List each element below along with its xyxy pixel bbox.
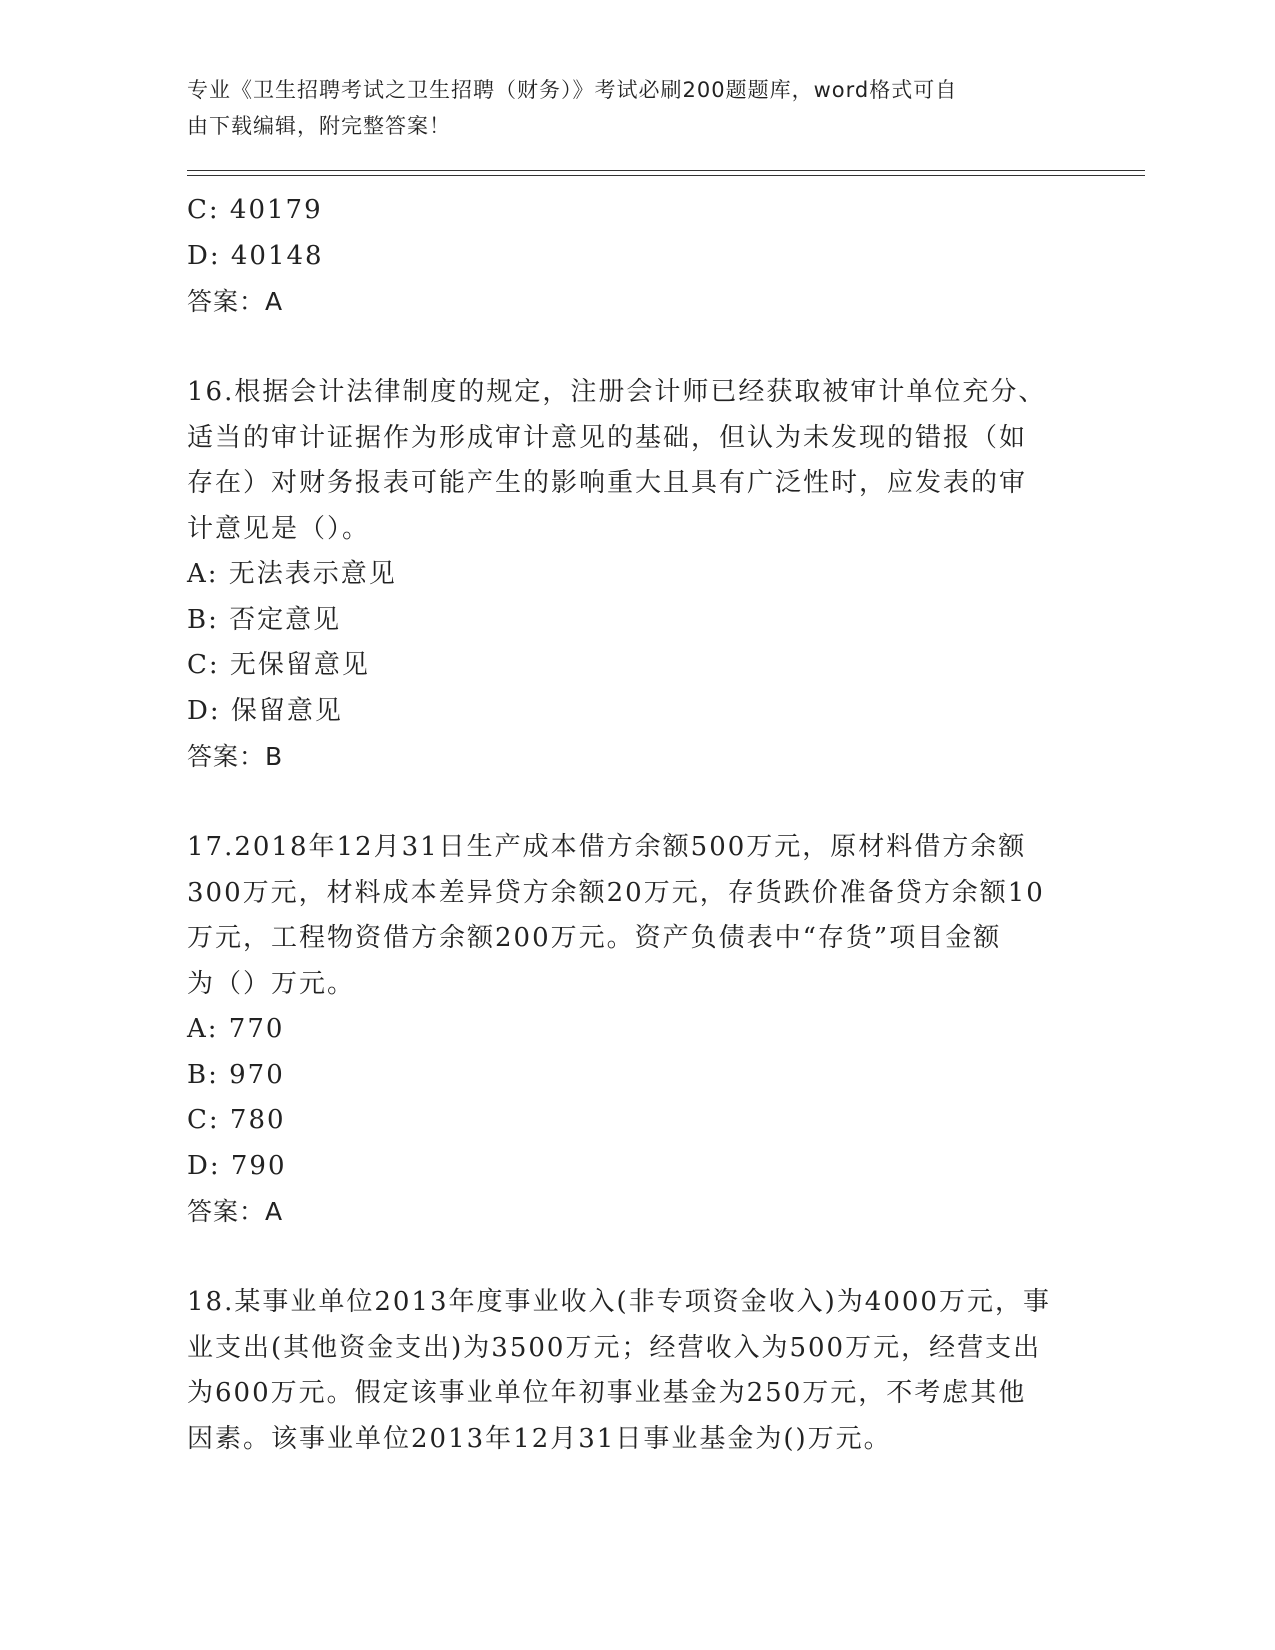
question-text-line: 适当的审计证据作为形成审计意见的基础，但认为未发现的错报（如	[187, 422, 1028, 453]
answer-line: 答案：A	[187, 1197, 284, 1226]
question-16	[187, 370, 1067, 780]
question-text-line: 16.根据会计法律制度的规定，注册会计师已经获取被审计单位充分、	[187, 377, 1047, 407]
question-text-line: 计意见是（）。	[187, 513, 371, 544]
answer-line: 答案：B	[187, 742, 284, 771]
question-text-line: 因素。该事业单位2013年12月31日事业基金为()万元。	[187, 1423, 892, 1454]
previous-question-tail	[187, 188, 1067, 325]
option-a: A: 770	[187, 1014, 285, 1044]
document-body	[187, 188, 1067, 1462]
header-rule-bottom	[187, 175, 1145, 176]
question-text-line: 业支出(其他资金支出)为3500万元；经营收入为500万元，经营支出	[187, 1332, 1042, 1363]
header-line-2: 由下载编辑，附完整答案！	[187, 114, 451, 138]
option-a: A: 无法表示意见	[187, 559, 397, 589]
question-text-line: 为600万元。假定该事业单位年初事业基金为250万元，不考虑其他	[187, 1378, 1027, 1408]
header-rule-top	[187, 170, 1145, 171]
question-17	[187, 825, 1067, 1235]
option-b: B: 970	[187, 1059, 285, 1090]
question-text-line: 17.2018年12月31日生产成本借方余额500万元，原材料借方余额	[187, 832, 1027, 862]
option-c: C: 780	[187, 1105, 286, 1135]
answer-line: 答案：A	[187, 287, 284, 316]
option-b: B: 否定意见	[187, 604, 342, 635]
header-line-1: 专业《卫生招聘考试之卫生招聘（财务）》考试必刷200题题库，word格式可自	[187, 78, 958, 102]
question-text-line: 存在）对财务报表可能产生的影响重大且具有广泛性时，应发表的审	[187, 468, 1028, 498]
option-c: C: 无保留意见	[187, 650, 370, 680]
question-text-line: 万元，工程物资借方余额200万元。资产负债表中“存货”项目金额	[187, 923, 1002, 953]
option-d: D: 保留意见	[187, 695, 343, 726]
question-text-line: 300万元，材料成本差异贷方余额20万元，存货跌价准备贷方余额10	[187, 877, 1045, 908]
option-d: D: 790	[187, 1150, 287, 1181]
option-d: D: 40148	[187, 240, 324, 271]
question-text-line: 为（）万元。	[187, 968, 356, 999]
option-c: C: 40179	[187, 195, 323, 225]
document-header	[187, 72, 1067, 144]
question-text-line: 18.某事业单位2013年度事业收入(非专项资金收入)为4000万元，事	[187, 1287, 1051, 1317]
question-18	[187, 1280, 1067, 1462]
